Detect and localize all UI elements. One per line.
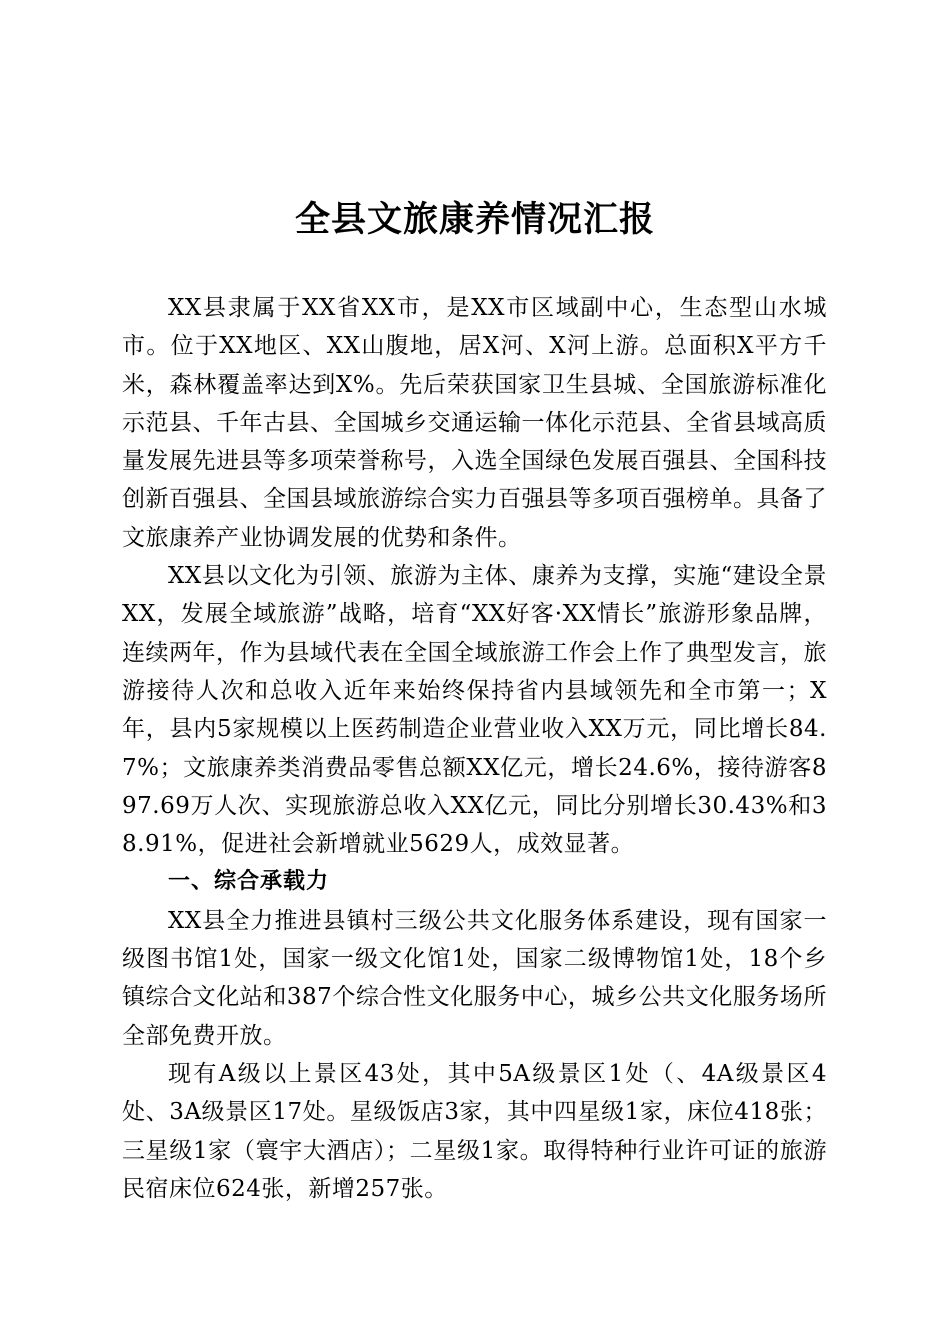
- document-title: 全县文旅康养情况汇报: [294, 199, 655, 240]
- section-paragraph-1: XX县全力推进县镇村三级公共文化服务体系建设，现有国家一级图书馆1处，国家一级文化馆1处，国家二级博物馆1处，18个乡镇综合文化站和387个综合性文化服务中心，城乡公共文化服务场所全部免费开放。: [122, 907, 827, 1049]
- section-paragraph-2: 现有A级以上景区43处，其中5A级景区1处（、4A级景区4处、3A级景区17处。星级饭店3家，其中四星级1家，床位418张；三星级1家（寰宇大酒店）；二星级1家。取得特种行业许可证的旅游民宿床位624张，新增257张。: [122, 1060, 827, 1202]
- intro-paragraph-2: XX县以文化为引领、旅游为主体、康养为支撑，实施“建设全景XX，发展全域旅游”战略，培育“XX好客·XX情长”旅游形象品牌，连续两年，作为县域代表在全国全域旅游工作会上作了典型发言，旅游接待人次和总收入近年来始终保持省内县域领先和全市第一；X年，县内5家规模以上医药制造企业营业收入XX万元，同比增长84.7%；文旅康养类消费品零售总额XX亿元，增长24.6%，接待游客897.69万人次、实现旅游总收入XX亿元，同比分别增长30.43%和38.91%，促进社会新增就业5629人，成效显著。: [122, 563, 827, 858]
- document-body: [122, 289, 827, 1208]
- section-heading: 一、综合承载力: [168, 869, 330, 895]
- intro-paragraph-1: XX县隶属于XX省XX市，是XX市区域副中心，生态型山水城市。位于XX地区、XX山腹地，居X河、X河上游。总面积X平方千米，森林覆盖率达到X%。先后荣获国家卫生县城、全国旅游标准化示范县、千年古县、全国城乡交通运输一体化示范县、全省县域高质量发展先进县等多项荣誉称号，入选全国绿色发展百强县、全国科技创新百强县、全国县域旅游综合实力百强县等多项百强榜单。具备了文旅康养产业协调发展的优势和条件。: [122, 295, 827, 551]
